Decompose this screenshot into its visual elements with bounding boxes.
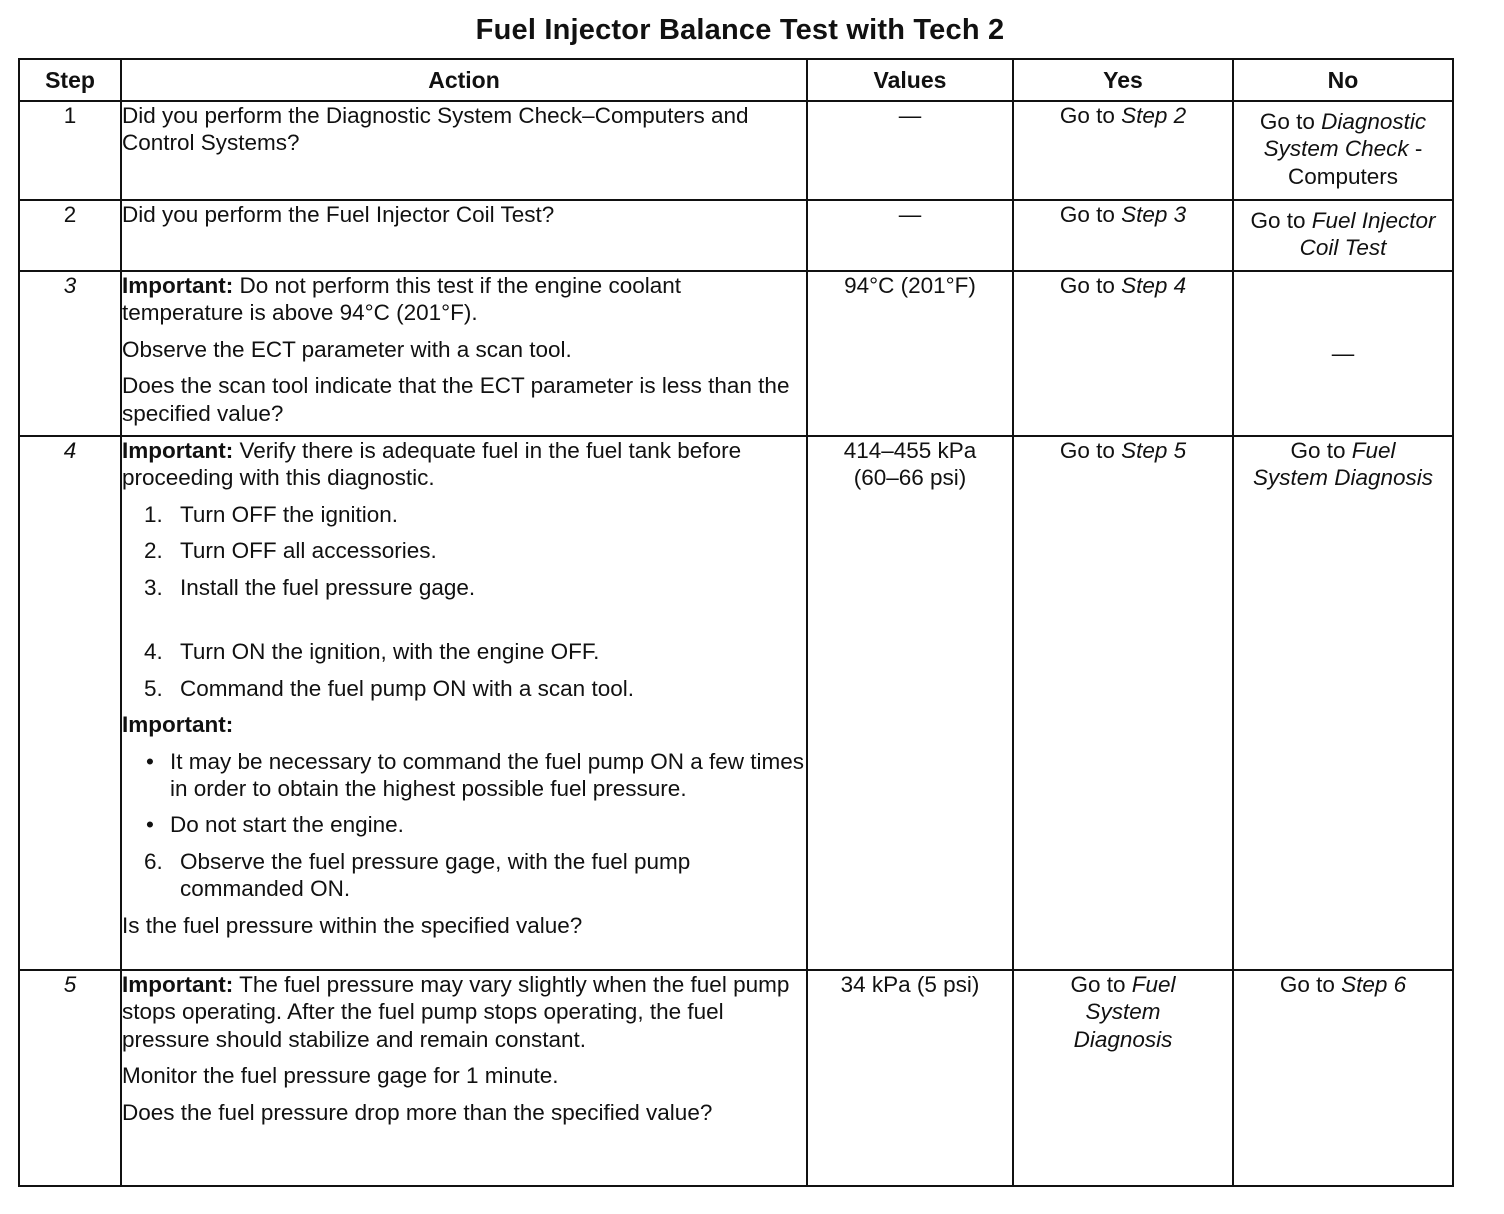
step-index: 6. <box>144 848 163 874</box>
important-note <box>122 437 806 492</box>
numbered-step <box>144 848 806 903</box>
step-index: 1. <box>144 501 163 527</box>
value-cell: 94°C (201°F) <box>807 271 1013 436</box>
spacer <box>122 610 806 638</box>
important-label: Important: <box>122 712 234 738</box>
action-question: Does the scan tool indicate that the ECT parameter is less than the specified value? <box>122 373 790 426</box>
step-number: 2 <box>19 200 121 271</box>
step-text: Turn OFF all accessories. <box>180 538 437 564</box>
no-link[interactable]: Fuel System Diagnosis <box>1252 438 1434 491</box>
yes-link[interactable]: Fuel System Diagnosis <box>1073 972 1176 1052</box>
step-text: Turn ON the ignition, with the engine OFF. <box>180 639 600 665</box>
value-cell <box>807 436 1013 970</box>
yes-cell <box>1013 271 1233 436</box>
step-number: 3 <box>19 271 121 436</box>
bullet-text: Do not start the engine. <box>170 812 404 838</box>
action-instruction: Monitor the fuel pressure gage for 1 minute. <box>122 1063 559 1089</box>
bullet-text: It may be necessary to command the fuel pump ON a few times in order to obtain the highest possible fuel pressure. <box>170 748 805 801</box>
value-psi: (60–66 psi) <box>853 465 967 491</box>
no-cell: — <box>1233 271 1453 436</box>
action-question: Is the fuel pressure within the specified value? <box>122 912 583 938</box>
action-text: Did you perform the Diagnostic System Check–Computers and Control Systems? <box>122 103 749 156</box>
numbered-step <box>144 501 806 528</box>
value-kpa: 414–455 kPa <box>843 438 977 463</box>
step-text: Command the fuel pump ON with a scan tool. <box>180 675 634 701</box>
value-cell: — <box>807 200 1013 271</box>
numbered-step <box>144 675 806 702</box>
no-link[interactable]: Fuel Injector Coil Test <box>1299 208 1436 261</box>
no-cell <box>1233 970 1453 1186</box>
yes-cell <box>1013 200 1233 271</box>
yes-link[interactable]: Step 4 <box>1121 273 1187 298</box>
no-cell <box>1233 200 1453 271</box>
step-index: 5. <box>144 675 163 701</box>
bullet-icon: • <box>146 748 154 774</box>
header-yes: Yes <box>1013 59 1233 101</box>
action-cell <box>121 436 807 970</box>
yes-cell <box>1013 101 1233 200</box>
header-action: Action <box>121 59 807 101</box>
step-index: 3. <box>144 574 163 600</box>
no-prefix: Go to <box>1290 438 1352 463</box>
yes-cell <box>1013 436 1233 970</box>
header-no: No <box>1233 59 1453 101</box>
step-text: Turn OFF the ignition. <box>180 501 399 527</box>
action-instruction: Observe the ECT parameter with a scan tool. <box>122 336 572 362</box>
no-link[interactable]: Diagnostic System Check <box>1263 109 1427 162</box>
important-text: Do not perform this test if the engine coolant temperature is above 94°C (201°F). <box>122 273 681 326</box>
table-row <box>19 970 1453 1186</box>
no-prefix: Go to <box>1259 109 1322 134</box>
yes-prefix: Go to <box>1059 273 1122 298</box>
yes-prefix: Go to <box>1059 438 1122 463</box>
table-row <box>19 200 1453 271</box>
step-number: 4 <box>19 436 121 970</box>
yes-prefix: Go to <box>1059 202 1122 227</box>
value-cell: — <box>807 101 1013 200</box>
action-cell <box>121 200 807 271</box>
step-number: 5 <box>19 970 121 1186</box>
yes-prefix: Go to <box>1070 972 1132 997</box>
no-cell <box>1233 436 1453 970</box>
bullet-icon: • <box>146 812 154 838</box>
no-prefix: Go to <box>1250 208 1312 233</box>
step-text: Install the fuel pressure gage. <box>180 574 476 600</box>
table-row <box>19 436 1453 970</box>
page-title: Fuel Injector Balance Test with Tech 2 <box>475 14 1005 46</box>
bullet-item <box>146 748 806 803</box>
numbered-step <box>144 638 806 665</box>
yes-link[interactable]: Step 3 <box>1121 202 1187 227</box>
numbered-step <box>144 537 806 564</box>
step-number: 1 <box>19 101 121 200</box>
important-text: The fuel pressure may vary slightly when the fuel pump stops operating. After the fuel pump stops operating, the fuel pressure should stabilize and remain constant. <box>122 972 790 1052</box>
table-header-row <box>19 59 1453 101</box>
numbered-step <box>144 574 806 601</box>
header-values: Values <box>807 59 1013 101</box>
important-label: Important: <box>122 972 234 997</box>
action-cell <box>121 271 807 436</box>
action-text: Did you perform the Fuel Injector Coil Test? <box>122 202 555 227</box>
important-label: Important: <box>122 438 234 463</box>
yes-link[interactable]: Step 5 <box>1121 438 1187 463</box>
important-note <box>122 971 806 1053</box>
header-step: Step <box>19 59 121 101</box>
no-cell <box>1233 101 1453 200</box>
action-cell <box>121 970 807 1186</box>
step-index: 4. <box>144 639 163 665</box>
no-link[interactable]: Step 6 <box>1341 972 1407 997</box>
table-row <box>19 271 1453 436</box>
yes-cell <box>1013 970 1233 1186</box>
bullet-item <box>146 811 806 838</box>
table-row <box>19 101 1453 200</box>
value-cell: 34 kPa (5 psi) <box>807 970 1013 1186</box>
action-question: Does the fuel pressure drop more than the specified value? <box>122 1099 713 1125</box>
diagnostic-table <box>18 58 1454 1187</box>
step-index: 2. <box>144 538 163 564</box>
important-label: Important: <box>122 273 234 298</box>
yes-prefix: Go to <box>1059 103 1122 128</box>
important-note <box>122 272 806 327</box>
no-suffix: - Computers <box>1287 136 1423 189</box>
action-cell <box>121 101 807 200</box>
yes-link[interactable]: Step 2 <box>1121 103 1187 128</box>
no-prefix: Go to <box>1279 972 1342 997</box>
step-text: Observe the fuel pressure gage, with the fuel pump commanded ON. <box>180 848 691 902</box>
important-text: Verify there is adequate fuel in the fuel tank before proceeding with this diagnostic. <box>122 438 742 491</box>
